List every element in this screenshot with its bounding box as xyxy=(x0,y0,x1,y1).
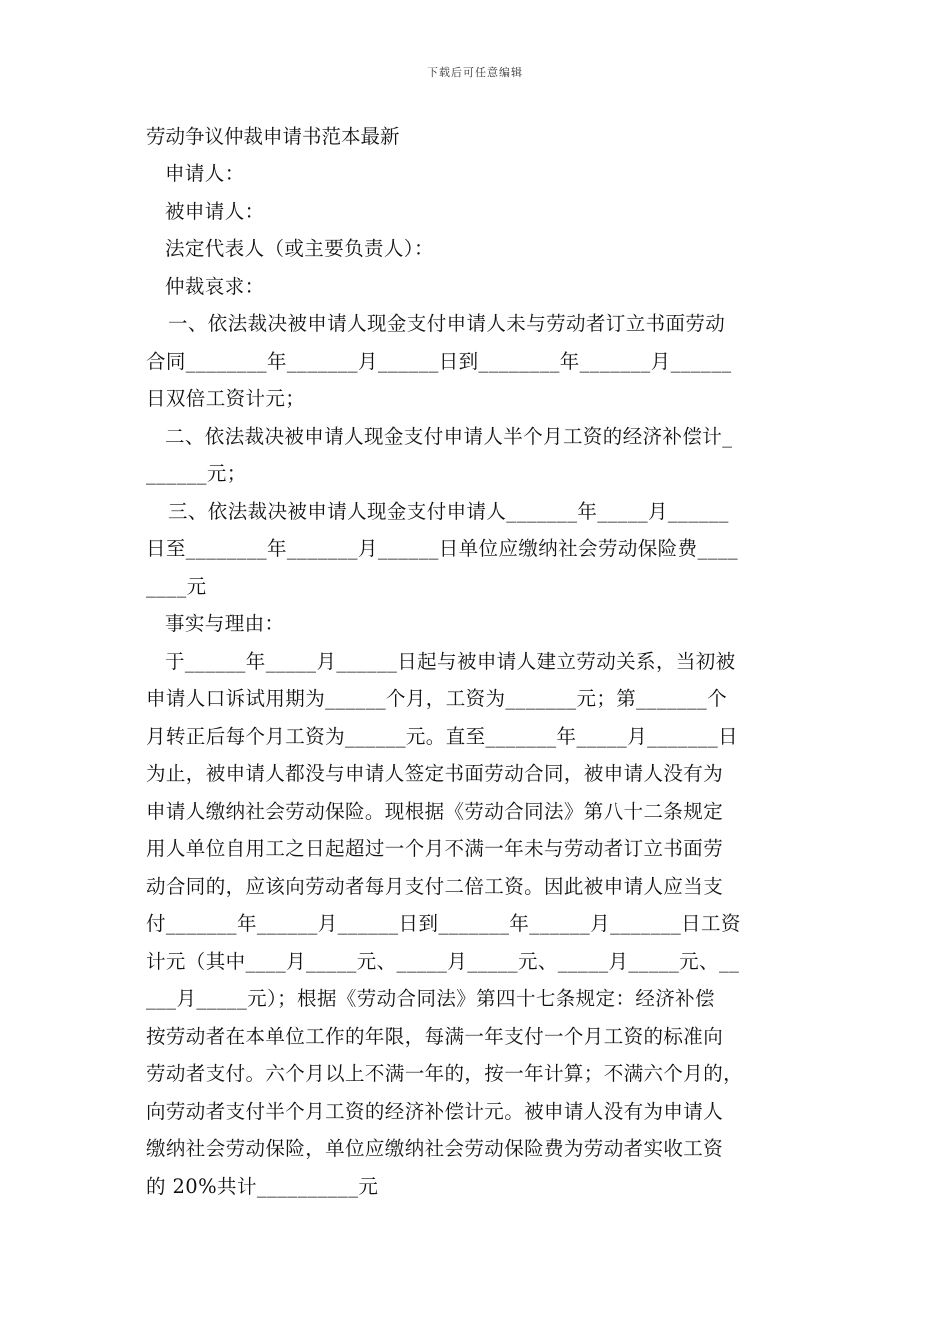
facts-line-9: 计元（其中____月_____元、_____月_____元、_____月_____元、__ xyxy=(146,949,740,973)
claim-2-line-2: ______元； xyxy=(146,462,247,485)
facts-line-1: 于______年_____月______日起与被申请人建立劳动关系，当初被 xyxy=(165,649,736,673)
facts-line-12: 劳动者支付。六个月以上不满一年的，按一年计算；不满六个月的， xyxy=(146,1062,744,1085)
facts-line-13: 向劳动者支付半个月工资的经济补偿计元。被申请人没有为申请人 xyxy=(146,1099,724,1123)
claim-1-line-1: 一、依法裁决被申请人现金支付申请人未与劳动者订立书面劳动 xyxy=(168,312,726,335)
facts-line-10: ___月_____元）；根据《劳动合同法》第四十七条规定：经济补偿 xyxy=(146,987,715,1010)
party-section xyxy=(146,155,814,1205)
facts-line-7: 动合同的，应该向劳动者每月支付二倍工资。因此被申请人应当支 xyxy=(146,874,724,898)
claim-3-line-2: 日至________年_______月______日单位应缴纳社会劳动保险费____ xyxy=(146,537,739,560)
facts-line-3: 月转正后每个月工资为______元。直至_______年_____月_______日 xyxy=(146,724,739,748)
facts-line-15: 的 20%共计__________元 xyxy=(146,1174,379,1198)
applicant-line: 申请人： xyxy=(165,162,245,185)
legal-rep-line: 法定代表人（或主要负责人）： xyxy=(165,237,434,260)
facts-line-6: 用人单位自用工之日起超过一个月不满一年未与劳动者订立书面劳 xyxy=(146,837,724,860)
claim-3-line-1: 三、依法裁决被申请人现金支付申请人_______年_____月______ xyxy=(168,499,729,523)
claim-3-line-3: ____元 xyxy=(146,574,207,598)
facts-line-5: 申请人缴纳社会劳动保险。现根据《劳动合同法》第八十二条规定 xyxy=(146,799,724,823)
claim-2-line-1: 二、依法裁决被申请人现金支付申请人半个月工资的经济补偿计_ xyxy=(165,424,733,448)
document-title: 劳动争议仲裁申请书范本最新 xyxy=(146,125,400,148)
facts-line-14: 缴纳社会劳动保险，单位应缴纳社会劳动保险费为劳动者实收工资 xyxy=(146,1137,724,1160)
claims-heading: 仲裁哀求： xyxy=(165,274,265,298)
facts-line-8: 付_______年______月______日到_______年______月_______日工资 xyxy=(146,912,741,935)
page-header: 下载后可任意编辑 xyxy=(427,66,523,79)
claim-1-line-3: 日双倍工资计元； xyxy=(146,387,306,410)
respondent-line: 被申请人： xyxy=(165,199,265,223)
claim-1-line-2: 合同________年_______月______日到________年_______月______ xyxy=(146,349,732,373)
facts-line-2: 申请人口诉试用期为______个月，工资为_______元；第_______个 xyxy=(146,687,728,710)
facts-line-11: 按劳动者在本单位工作的年限，每满一年支付一个月工资的标准向 xyxy=(146,1024,724,1048)
facts-line-4: 为止，被申请人都没与申请人签定书面劳动合同，被申请人没有为 xyxy=(146,762,724,785)
facts-heading: 事实与理由： xyxy=(165,612,285,635)
